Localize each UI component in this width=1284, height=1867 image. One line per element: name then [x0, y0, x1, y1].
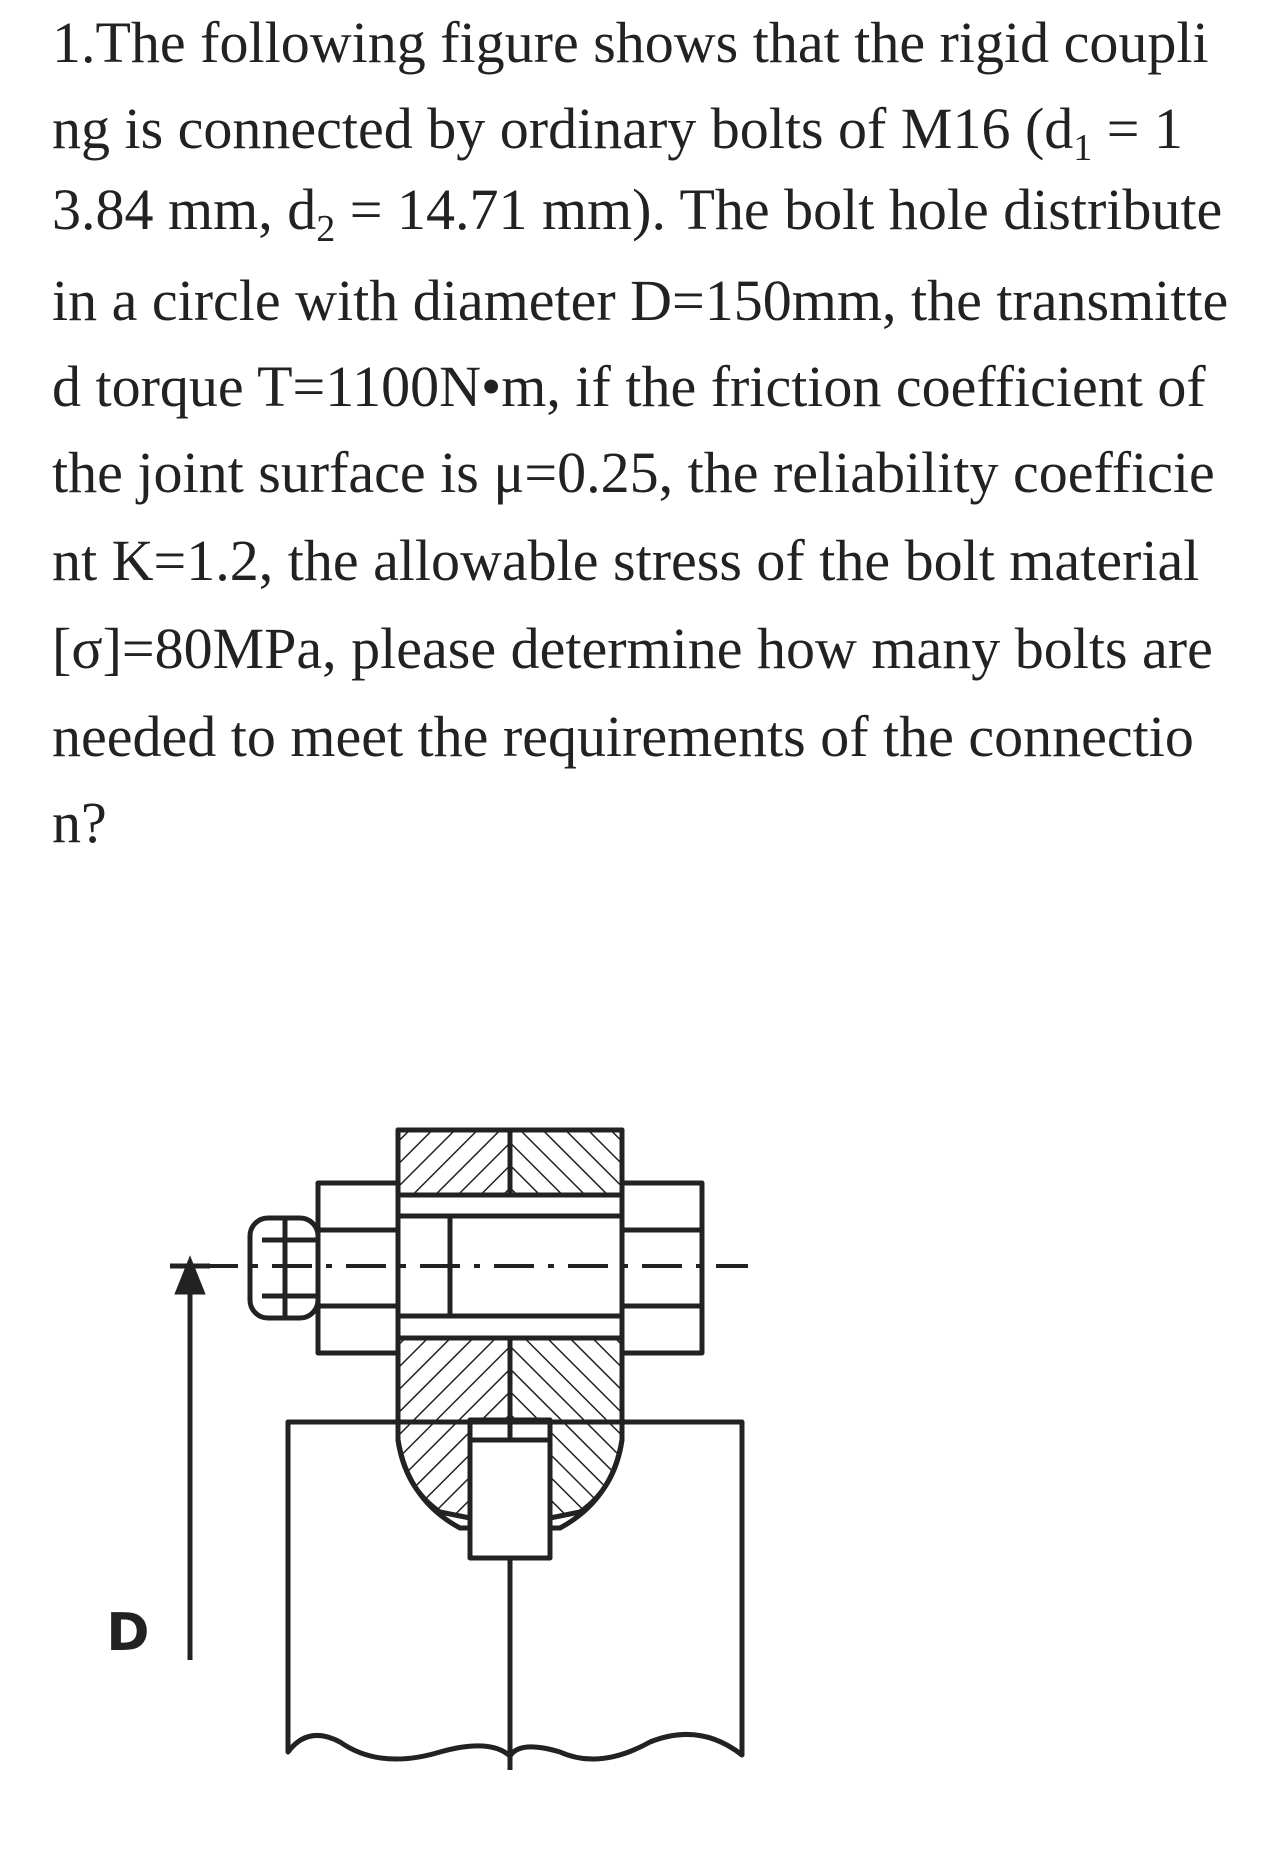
upper-flange-right-section — [510, 1130, 622, 1195]
line-2-text: ng is connected by ordinary bolts of M16 (d — [52, 96, 1074, 161]
subscript-2: 2 — [316, 208, 336, 250]
problem-line-5: d torque T=1100N•m, if the friction coefficient of — [52, 354, 1206, 419]
problem-line-7: nt K=1.2, the allowable stress of the bolt material — [52, 528, 1200, 593]
hub — [470, 1440, 550, 1558]
dimension-label: D — [106, 1603, 150, 1663]
problem-line-9: needed to meet the requirements of the connectio — [52, 704, 1194, 769]
problem-line-10: n? — [52, 790, 107, 855]
problem-line-1: 1.The following figure shows that the rigid coupli — [52, 10, 1209, 75]
line-2-tail: = 1 — [1092, 96, 1183, 161]
upper-flange-left-section — [398, 1130, 510, 1195]
problem-line-4: in a circle with diameter D=150mm, the transmitte — [52, 268, 1229, 333]
problem-line-6: the joint surface is μ=0.25, the reliability coefficie — [52, 440, 1215, 505]
line-3-tail: = 14.71 mm). The bolt hole distribute — [335, 177, 1223, 242]
subscript-1: 1 — [1073, 127, 1093, 169]
line-3-text: 3.84 mm, d — [52, 177, 317, 242]
problem-line-8: [σ]=80MPa, please determine how many bolts are — [52, 616, 1213, 681]
